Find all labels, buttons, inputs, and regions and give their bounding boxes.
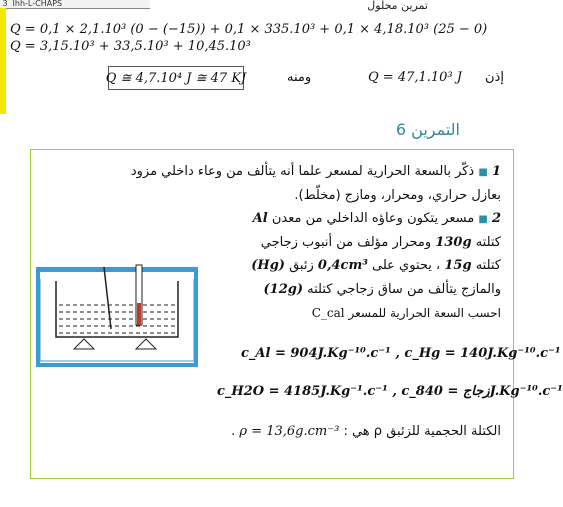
wamenhu-word: ومنه xyxy=(287,70,312,85)
exercise-box xyxy=(30,149,563,479)
q1-number: 1 xyxy=(491,164,501,179)
formula-line-1: c_Al = 904J.Kg⁻¹⁰.c⁻¹ , c_Hg = 140J.Kg⁻¹⁰.c⁻¹ xyxy=(241,346,561,361)
document-tab[interactable] xyxy=(0,0,150,9)
equation-line-1: Q = 0,1 × 2,1.10³ (0 − (−15)) + 0,1 × 335.10³ + 0,1 × 4,18.10³ (25 − 0) xyxy=(10,22,488,37)
q2-line5-text: احسب السعة الحرارية للمسعر xyxy=(348,306,501,320)
q2-line2-b: ومحرار مؤلف من أنبوب زجاجي xyxy=(260,235,432,250)
q2-text: مسعر يتكون وعاؤه الداخلي من معدن xyxy=(271,211,475,226)
equation-line-2: Q = 3,15.10³ + 33,5.10³ + 10,45.10³ xyxy=(10,39,251,54)
q2-line3-b: ، يحتوي على xyxy=(372,258,441,273)
mass-130g: 130g xyxy=(435,235,472,250)
tab-label: Ihh-L-CHAPS xyxy=(12,0,63,8)
bullet-square-icon: ■ xyxy=(478,167,488,178)
header-text: تمرين محلول xyxy=(367,0,428,12)
q2-line2-a: كتلته xyxy=(475,235,501,250)
q2-line-5 xyxy=(312,306,501,320)
mass-12g: (12g) xyxy=(263,282,304,297)
result-value: Q = 47,1.10³ J xyxy=(368,70,462,85)
c-cal-symbol: C_cal xyxy=(311,306,345,320)
idhan-word: إذن xyxy=(485,70,504,85)
exercise-title: التمرين 6 xyxy=(395,120,460,139)
tab-number: 3 xyxy=(2,0,8,8)
page-margin-bar xyxy=(0,8,6,114)
density-label: الكتلة الحجمية للزئبق ρ هي : xyxy=(343,424,501,439)
volume-value: 0,4cm³ xyxy=(317,258,368,273)
q2-line-3 xyxy=(251,258,501,273)
q1-line-2: بعازل حراري، ومحرار، ومازج (مخلّط). xyxy=(294,188,501,203)
q1-line-1 xyxy=(131,164,501,179)
density-line xyxy=(231,424,501,439)
al-symbol: Al xyxy=(252,211,268,226)
boxed-result: Q ≅ 4,7.10⁴ J ≅ 47 KJ xyxy=(108,66,244,90)
calorimeter-diagram xyxy=(36,267,221,372)
mass-15g: 15g xyxy=(444,258,472,273)
q2-line4-a: والمازج يتألف من ساق زجاجي كتلته xyxy=(307,282,501,297)
q2-line-4 xyxy=(264,282,501,297)
q2-line3-a: كتلته xyxy=(475,258,501,273)
q2-number: 2 xyxy=(491,211,501,226)
bullet-square-icon: ■ xyxy=(478,214,488,225)
q2-line-2 xyxy=(261,235,501,250)
hg-symbol: (Hg) xyxy=(251,258,285,273)
density-value: ρ = 13,6g.cm⁻³ . xyxy=(231,424,340,439)
q2-line-1 xyxy=(253,211,501,226)
q2-line3-c: زئبق xyxy=(289,258,314,273)
q1-text: ذكّر بالسعة الحرارية لمسعر علما أنه يتألف من وعاء داخلي مزود xyxy=(130,164,475,179)
formula-line-2: c_H2O = 4185J.Kg⁻¹.c⁻¹ , c_زجاج = 840J.Kg⁻¹⁰.c⁻¹ xyxy=(217,384,563,399)
